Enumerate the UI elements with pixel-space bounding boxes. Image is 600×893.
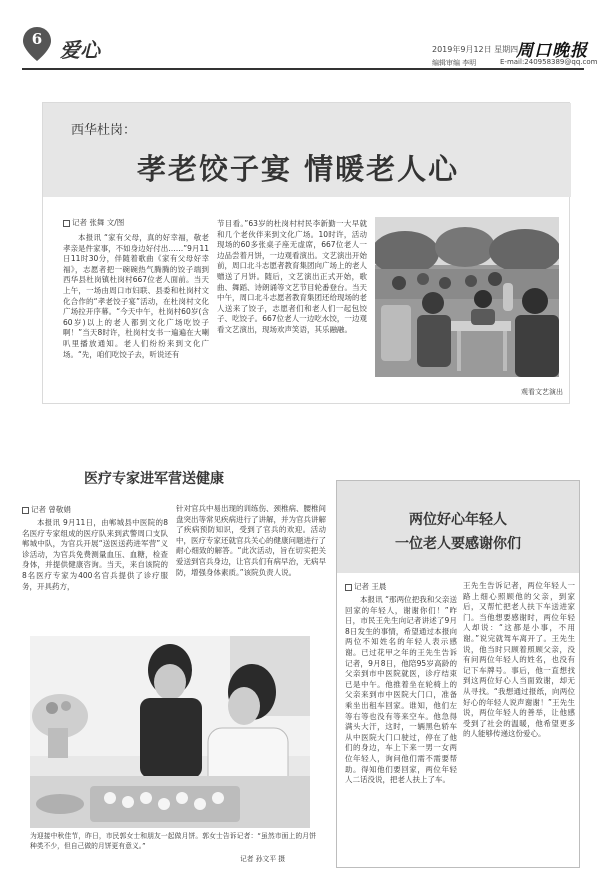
top-article-column-2: 节目看。”63岁的杜岗村村民李新勤一大早就和几个老伙伴来到文化广场。10时许，活动现场的60多张桌子座无虚席，667位老人一边品尝着月饼，一边观看演出。文艺演出开始前，周口北斗志愿者教育集团向广场上的老人赠送了月饼。随后，文艺演出正式开始，歌曲、舞蹈、诗朗诵等文艺节目轮番登台。当天中午，周口北斗志愿者教育集团还给现场的老人送来了饺子，志愿者们和老人们一起包饺子、吃饺子。667位老人一边吃水饺，一边观看文艺演出，现场欢声笑语，其乐融融。 [217,219,367,334]
page-header [0,0,600,67]
byline-box-icon [22,507,29,514]
photo-credit: 记者 孙文平 摄 [240,855,286,863]
right-article-column-1: 本报讯 “那两位把我和父亲送回家的年轻人，谢谢你们！”昨日，市民王先生向记者讲述了9月8日发生的事情，希望通过本报向两位不知姓名的年轻人表示感谢。已过花甲之年的王先生告诉记者，9月8日，他陪95岁高龄的父亲到市中医院就医，诊疗结束已是中午。他推着坐在轮椅上的父亲来到市中医院大门口，准备乘坐出租车回家。谁知，他们左等右等也没有等来空车。他急得满头大汗，这时，一辆黑色轿车从中医院大门口驶过，停在了他们的身边，车上下来一男一女两位年轻人，询问他们需不需要帮助。得知他们要回家，两位年轻人二话没说，把老人扶上了车。 [345,595,457,785]
top-article [42,102,570,404]
medical-article-headline: 医疗专家进军营送健康 [84,471,224,487]
photo-making-mooncakes [30,636,310,828]
top-article-byline [63,217,124,228]
byline-box-icon [345,584,352,591]
right-article-headline-line-1: 两位好心年轻人 [409,512,507,528]
medical-article-column-1: 本报讯 9月11日，由郸城县中医院的8名医疗专家组成的医疗队来到武警周口支队郸城中队，为官兵开展“送医送药进军营”义诊活动，为官兵免费测量血压、血糖，检查身体，并提供健康咨询。当天，来自该院的8名医疗专家为400名官兵提供了诊疗服务，开具药方， [22,518,168,591]
right-article-byline-text: 记者 王晨 [354,582,387,591]
date-line: 2019年9月12日 星期四 [432,45,519,54]
header-rule [22,68,584,70]
photo-elderly-watching-performance [375,217,559,377]
section-name: 爱心 [60,38,100,62]
medical-article-column-2: 针对官兵中易出现的训练伤、颈椎病、腰椎间盘突出等常见疾病进行了讲解，并为官兵讲解了疾病预防知识，受到了官兵的欢迎。活动中，医疗专家还就官兵关心的健康问题进行了耐心细致的解答。“此次活动，旨在切实把关爱送到官兵身边，让官兵们有病早治，无病早防，增强身体素质。”该院负责人说。 [176,504,326,577]
newspaper-logo: 周口晚报 [516,41,588,61]
photo-making-mooncakes-caption: 为迎接中秋佳节，昨日，市民郭女士和朋友一起做月饼。郭女士告诉记者：“虽然市面上的月饼种类不少，但自己做的月饼更有意义。” [30,832,316,850]
top-article-kicker: 西华杜岗： [71,123,137,138]
editor-line: 编辑审编 李明 [432,59,477,67]
top-article-column-1: 本报讯 “家有父母，真的好幸福，敬老孝亲是件家事，不如身边好付出……”9月11日11时30分，伴随着歌曲《家有父母好幸福》，志愿者把一碗碗热气腾腾的饺子端到西华县杜岗镇杜岗村667位老人面前。当天上午，一场由周口市妇联、县委和杜岗村文化合作的“孝老饺子宴”活动，在杜岗村文化广场拉开序幕。“今天中午，杜岗村60岁(含60岁)以上的老人都到文化广场吃饺子啊！”当天8时许，杜岗村支书一遍遍在大喇叭里播放通知。老人们纷纷来到文化广场。“先，咱们吃饺子去，听说还有 [63,233,209,359]
page-number: 6 [31,30,43,48]
medical-article-byline [22,504,71,515]
right-article-byline [345,581,386,592]
email-line: E-mail:240958389@qq.com [500,58,598,66]
medical-article-byline-text: 记者 曾敬娟 [31,505,71,514]
right-article [336,480,580,868]
byline-box-icon [63,220,70,227]
right-article-headline-line-2: 一位老人要感谢你们 [395,536,521,552]
top-article-byline-text: 记者 张舞 文/图 [72,218,125,227]
top-article-headline: 孝老饺子宴 情暖老人心 [137,152,460,186]
photo-caption: 观看文艺演出 [521,388,563,396]
right-article-column-2: 王先生告诉记者，两位年轻人一路上细心照顾他的父亲，到家后，又帮忙把老人扶下车送进家门。当他想要感谢时，两位年轻人却说：“这都是小事，不用谢。”说完就驾车离开了。王先生说，他当时只顾着照顾父亲，没有问两位年轻人的姓名，也没有记下车牌号。事后，他一直想找到这两位好心人当面致谢，却无从寻找。“我想通过报纸，向两位好心的年轻人说声谢谢！”王先生说，两位年轻人的善举，让他感受到了社会的温暖，他希望更多的人能够传递这份爱心。 [463,581,575,739]
